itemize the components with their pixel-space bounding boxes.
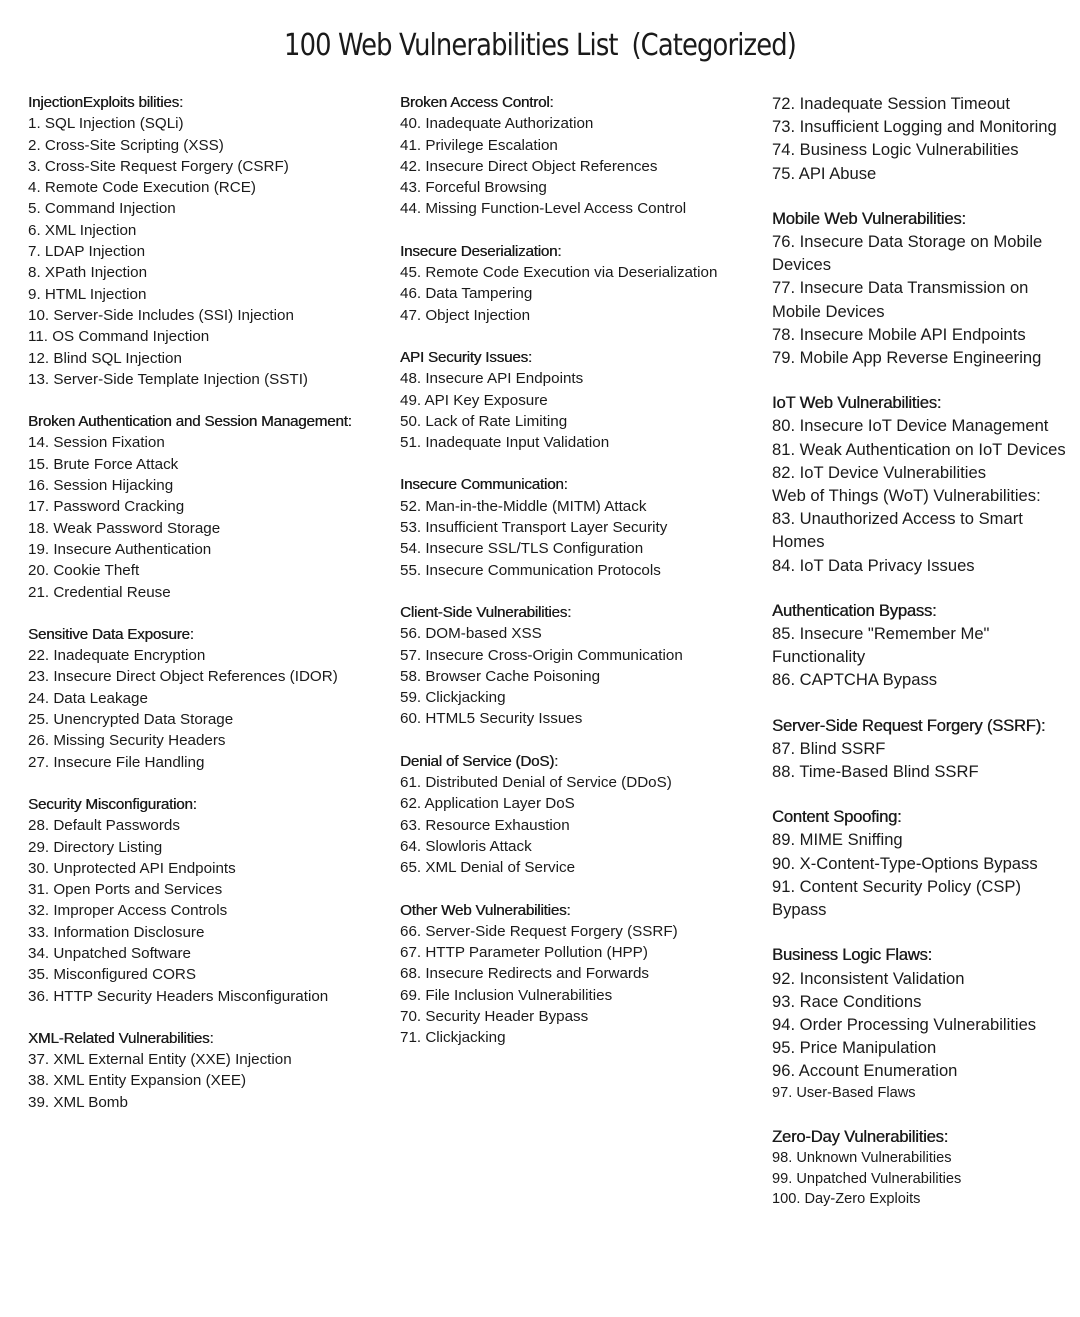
category-section xyxy=(772,599,1072,692)
vulnerability-item: 98. Unknown Vulnerabilities xyxy=(772,1150,952,1167)
vulnerability-item: 72. Inadequate Session Timeout xyxy=(772,94,1011,113)
vulnerability-item: 94. Order Processing Vulnerabilities xyxy=(772,1014,1037,1034)
vulnerability-item: 21. Credential Reuse xyxy=(28,583,171,601)
category-heading: Zero-Day Vulnerabilities: xyxy=(772,1127,949,1147)
vulnerability-item: 19. Insecure Authentication xyxy=(28,540,212,558)
vulnerability-item: 3. Cross-Site Request Forgery (CSRF) xyxy=(28,157,289,175)
vulnerability-item: 81. Weak Authentication on IoT Devices xyxy=(772,439,1066,459)
category-heading: Authentication Bypass: xyxy=(772,600,937,620)
vulnerability-item: 34. Unpatched Software xyxy=(28,944,191,962)
vulnerability-item: 39. XML Bomb xyxy=(28,1093,128,1111)
vulnerability-item: 18. Weak Password Storage xyxy=(28,519,221,537)
vulnerability-item: 100. Day-Zero Exploits xyxy=(772,1191,921,1208)
vulnerability-item: 7. LDAP Injection xyxy=(28,243,146,261)
category-heading: Security Misconfiguration: xyxy=(28,795,197,813)
category-section xyxy=(772,1125,1072,1210)
vulnerability-item: 90. X-Content-Type-Options Bypass xyxy=(772,853,1038,873)
category-section xyxy=(28,1028,378,1113)
vulnerability-item: 86. CAPTCHA Bypass xyxy=(772,670,938,690)
vulnerability-item: 33. Information Disclosure xyxy=(28,923,205,941)
vulnerability-item: 88. Time-Based Blind SSRF xyxy=(772,762,979,782)
vulnerability-item: 67. HTTP Parameter Pollution (HPP) xyxy=(400,944,648,962)
category-section xyxy=(28,794,378,1007)
vulnerability-item: 15. Brute Force Attack xyxy=(28,455,179,473)
vulnerability-item: 96. Account Enumeration xyxy=(772,1061,958,1081)
vulnerability-item: 61. Distributed Denial of Service (DDoS) xyxy=(400,774,672,792)
category-section xyxy=(28,411,378,603)
category-heading: Other Web Vulnerabilities: xyxy=(400,901,571,919)
category-section xyxy=(772,943,1072,1103)
vulnerability-item: 87. Blind SSRF xyxy=(772,738,886,758)
category-heading: API Security Issues: xyxy=(400,348,532,366)
vulnerability-item: 48. Insecure API Endpoints xyxy=(400,370,584,388)
vulnerability-item: 1. SQL Injection (SQLi) xyxy=(28,115,184,133)
vulnerability-item: 71. Clickjacking xyxy=(400,1029,506,1047)
vulnerability-item: 66. Server-Side Request Forgery (SSRF) xyxy=(400,922,678,940)
vulnerability-item: 80. Insecure IoT Device Management xyxy=(772,416,1049,436)
category-heading: IoT Web Vulnerabilities: xyxy=(772,393,942,413)
vulnerability-item: 89. MIME Sniffing xyxy=(772,830,903,850)
vulnerability-item: 51. Inadequate Input Validation xyxy=(400,434,610,452)
vulnerability-item: 11. OS Command Injection xyxy=(28,328,210,346)
category-section xyxy=(28,92,378,390)
vulnerability-item: 42. Insecure Direct Object References xyxy=(400,157,658,175)
vulnerability-item: 55. Insecure Communication Protocols xyxy=(400,561,661,579)
vulnerability-item: 26. Missing Security Headers xyxy=(28,732,226,750)
vulnerability-item: 63. Resource Exhaustion xyxy=(400,816,570,834)
category-section xyxy=(772,391,1072,577)
vulnerability-item: Web of Things (WoT) Vulnerabilities: xyxy=(772,486,1041,506)
category-heading: Mobile Web Vulnerabilities: xyxy=(772,208,966,228)
category-section xyxy=(400,92,750,220)
vulnerability-item: 58. Browser Cache Poisoning xyxy=(400,667,601,685)
vulnerability-item: 79. Mobile App Reverse Engineering xyxy=(772,348,1042,368)
category-section xyxy=(400,900,750,1049)
vulnerability-item: 56. DOM-based XSS xyxy=(400,625,542,643)
vulnerability-item: 62. Application Layer DoS xyxy=(400,795,575,813)
category-section xyxy=(400,602,750,730)
category-section xyxy=(400,751,750,879)
vulnerability-item: 84. IoT Data Privacy Issues xyxy=(772,555,975,575)
category-section xyxy=(772,207,1072,369)
vulnerability-item: 83. Unauthorized Access to Smart Homes xyxy=(772,509,1023,552)
vulnerability-item: 36. HTTP Security Headers Misconfiguration xyxy=(28,987,329,1005)
vulnerability-item: 73. Insufficient Logging and Monitoring xyxy=(772,117,1057,137)
vulnerability-item: 57. Insecure Cross-Origin Communication xyxy=(400,646,683,664)
vulnerability-item: 2. Cross-Site Scripting (XSS) xyxy=(28,136,224,154)
vulnerability-item: 29. Directory Listing xyxy=(28,838,163,856)
vulnerability-item: 14. Session Fixation xyxy=(28,434,165,452)
vulnerability-item: 22. Inadequate Encryption xyxy=(28,647,206,665)
vulnerability-item: 95. Price Manipulation xyxy=(772,1038,937,1058)
vulnerability-item: 52. Man-in-the-Middle (MITM) Attack xyxy=(400,497,647,515)
vulnerability-item: 69. File Inclusion Vulnerabilities xyxy=(400,986,613,1004)
vulnerability-item: 91. Content Security Policy (CSP) Bypass xyxy=(772,876,1022,920)
vulnerability-item: 20. Cookie Theft xyxy=(28,562,140,580)
category-section xyxy=(772,805,1072,921)
category-heading: Server-Side Request Forgery (SSRF): xyxy=(772,715,1046,735)
vulnerability-item: 27. Insecure File Handling xyxy=(28,753,205,771)
vulnerability-item: 10. Server-Side Includes (SSI) Injection xyxy=(28,306,294,324)
category-heading: Business Logic Flaws: xyxy=(772,945,932,965)
category-section xyxy=(772,92,1072,185)
category-heading: Client-Side Vulnerabilities: xyxy=(400,603,572,621)
vulnerability-item: 13. Server-Side Template Injection (SSTI) xyxy=(28,370,308,388)
category-section xyxy=(28,624,378,773)
vulnerability-item: 17. Password Cracking xyxy=(28,498,185,516)
vulnerability-item: 31. Open Ports and Services xyxy=(28,881,223,899)
vulnerability-item: 16. Session Hijacking xyxy=(28,477,174,495)
vulnerability-item: 43. Forceful Browsing xyxy=(400,179,547,197)
category-section xyxy=(772,714,1072,784)
category-heading: Insecure Communication: xyxy=(400,476,568,494)
vulnerability-item: 30. Unprotected API Endpoints xyxy=(28,859,236,877)
vulnerability-item: 65. XML Denial of Service xyxy=(400,859,576,877)
page-title xyxy=(76,28,1005,63)
category-section xyxy=(400,241,750,326)
vulnerability-item: 78. Insecure Mobile API Endpoints xyxy=(772,324,1026,344)
vulnerability-item: 6. XML Injection xyxy=(28,221,137,239)
vulnerability-item: 59. Clickjacking xyxy=(400,689,506,707)
vulnerability-item: 99. Unpatched Vulnerabilities xyxy=(772,1170,962,1187)
category-heading: Content Spoofing: xyxy=(772,807,902,827)
vulnerability-item: 53. Insufficient Transport Layer Security xyxy=(400,519,668,537)
vulnerability-item: 76. Insecure Data Storage on Mobile Devices xyxy=(772,232,1043,275)
vulnerability-item: 24. Data Leakage xyxy=(28,689,148,707)
vulnerability-item: 12. Blind SQL Injection xyxy=(28,349,182,367)
title-main: 100 Web Vulnerabilities List xyxy=(284,28,618,63)
vulnerability-item: 46. Data Tampering xyxy=(400,285,533,303)
vulnerability-item: 74. Business Logic Vulnerabilities xyxy=(772,140,1019,160)
vulnerability-item: 28. Default Passwords xyxy=(28,817,180,835)
vulnerability-item: 93. Race Conditions xyxy=(772,991,922,1011)
vulnerability-item: 35. Misconfigured CORS xyxy=(28,966,196,984)
vulnerability-item: 75. API Abuse xyxy=(772,163,877,183)
vulnerability-item: 70. Security Header Bypass xyxy=(400,1007,589,1025)
vulnerability-item: 68. Insecure Redirects and Forwards xyxy=(400,965,650,983)
vulnerability-item: 38. XML Entity Expansion (XEE) xyxy=(28,1072,247,1090)
column-2 xyxy=(400,92,750,1070)
vulnerability-item: 64. Slowloris Attack xyxy=(400,837,532,855)
vulnerability-item: 8. XPath Injection xyxy=(28,264,148,282)
vulnerability-item: 4. Remote Code Execution (RCE) xyxy=(28,179,256,197)
title-sub: (Categorized) xyxy=(631,28,796,63)
category-heading: Broken Access Control: xyxy=(400,94,554,111)
vulnerability-item: 82. IoT Device Vulnerabilities xyxy=(772,462,986,482)
vulnerability-item: 45. Remote Code Execution via Deserialization xyxy=(400,264,718,282)
vulnerability-item: 85. Insecure "Remember Me" Functionality xyxy=(772,624,990,667)
column-3 xyxy=(772,92,1072,1232)
category-section xyxy=(400,474,750,580)
category-heading: Broken Authentication and Session Management: xyxy=(28,413,352,431)
vulnerability-item: 47. Object Injection xyxy=(400,306,531,324)
vulnerability-item: 60. HTML5 Security Issues xyxy=(400,710,583,728)
vulnerability-item: 54. Insecure SSL/TLS Configuration xyxy=(400,540,644,558)
vulnerability-item: 92. Inconsistent Validation xyxy=(772,968,965,988)
category-heading: InjectionExploits bilities: xyxy=(28,94,183,111)
column-1 xyxy=(28,92,378,1134)
vulnerability-item: 25. Unencrypted Data Storage xyxy=(28,711,234,729)
vulnerability-item: 41. Privilege Escalation xyxy=(400,136,558,154)
vulnerability-item: 44. Missing Function-Level Access Control xyxy=(400,200,687,218)
vulnerability-item: 50. Lack of Rate Limiting xyxy=(400,412,568,430)
category-section xyxy=(400,347,750,453)
vulnerability-item: 97. User-Based Flaws xyxy=(772,1084,916,1101)
vulnerability-item: 23. Insecure Direct Object References (IDOR) xyxy=(28,668,338,686)
category-heading: Insecure Deserialization: xyxy=(400,242,562,260)
vulnerability-item: 40. Inadequate Authorization xyxy=(400,115,594,133)
vulnerability-item: 49. API Key Exposure xyxy=(400,391,548,409)
category-heading: Sensitive Data Exposure: xyxy=(28,625,194,643)
category-heading: XML-Related Vulnerabilities: xyxy=(28,1029,214,1047)
vulnerability-item: 77. Insecure Data Transmission on Mobile Devices xyxy=(772,278,1029,321)
vulnerability-item: 37. XML External Entity (XXE) Injection xyxy=(28,1051,292,1069)
vulnerability-item: 5. Command Injection xyxy=(28,200,176,218)
category-heading: Denial of Service (DoS): xyxy=(400,752,559,770)
vulnerability-item: 32. Improper Access Controls xyxy=(28,902,228,920)
vulnerability-item: 9. HTML Injection xyxy=(28,285,147,303)
